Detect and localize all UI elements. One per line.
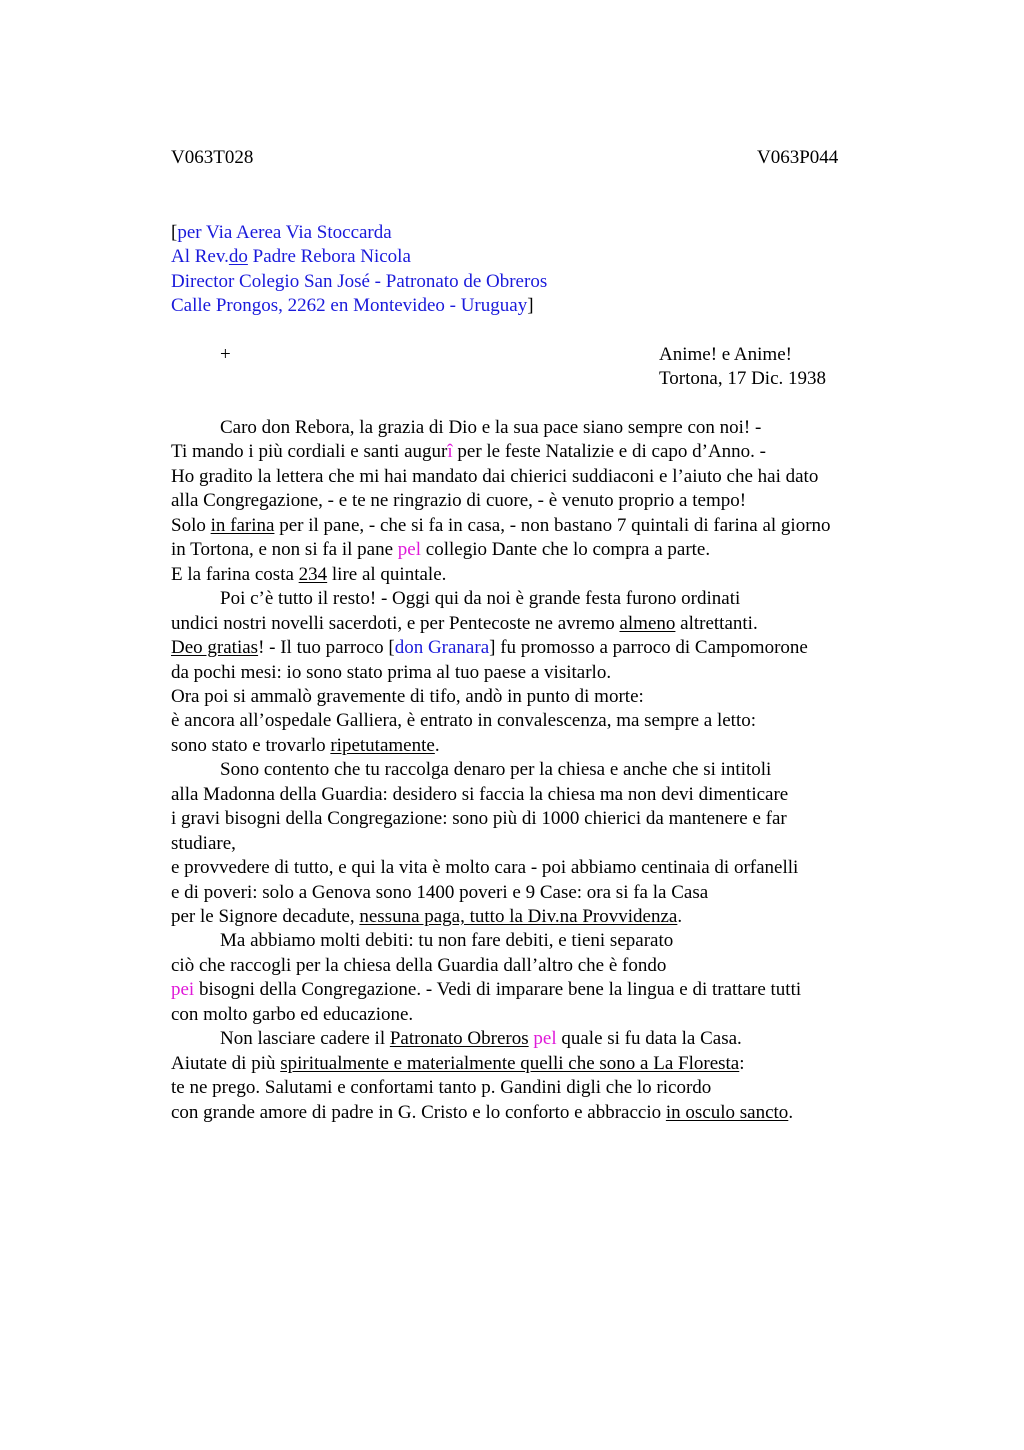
- body-line: [171, 563, 446, 587]
- text-span: lire al quintale.: [327, 564, 447, 585]
- body-line: e provvedere di tutto, e qui la vita è molto cara - poi abbiamo centinaia di orfanelli: [171, 857, 799, 878]
- text-span: sono stato e trovarlo: [171, 735, 331, 756]
- underlined-text: in osculo sancto: [665, 1102, 789, 1123]
- address-line-1: [171, 221, 392, 245]
- body-line: Poi c’è tutto il resto! - Oggi qui da noi è grande festa furono ordinati: [220, 588, 741, 609]
- underlined-text: almeno: [619, 613, 676, 634]
- body-line: alla Congregazione, - e te ne ringrazio di cuore, - è venuto proprio a tempo!: [171, 490, 747, 511]
- cross-mark: +: [220, 344, 231, 365]
- body-line: con molto garbo ed educazione.: [171, 1004, 414, 1025]
- body-line: [220, 1027, 742, 1051]
- text-span: .: [677, 906, 683, 927]
- body-line: studiare,: [171, 833, 236, 854]
- text-span: altrettanti.: [675, 613, 758, 634]
- text-span: in Tortona, e non si fa il pane: [171, 539, 398, 560]
- body-line: Caro don Rebora, la grazia di Dio e la sua pace siano sempre con noi! -: [220, 417, 762, 438]
- address-line-2: [171, 245, 411, 269]
- underlined-text: in farina: [210, 515, 275, 536]
- body-line: te ne prego. Salutami e confortami tanto p. Gandini digli che lo ricordo: [171, 1077, 712, 1098]
- address-airmail: per Via Aerea Via Stoccarda: [177, 222, 392, 243]
- body-line: e di poveri: solo a Genova sono 1400 poveri e 9 Case: ora si fa la Casa: [171, 882, 709, 903]
- document-code-left: V063T028: [171, 147, 254, 168]
- body-line: Ora poi si ammalò gravemente di tifo, andò in punto di morte:: [171, 686, 644, 707]
- underlined-text: ripetutamente: [330, 735, 435, 756]
- body-line: [171, 1052, 745, 1076]
- body-line: da pochi mesi: io sono stato prima al tuo paese a visitarlo.: [171, 662, 612, 683]
- motto: Anime! e Anime!: [659, 344, 792, 365]
- open-bracket: [: [171, 222, 178, 243]
- text-span: Non lasciare cadere il: [220, 1028, 390, 1049]
- address-name: Padre Rebora Nicola: [247, 246, 411, 267]
- text-span: bisogni della Congregazione. - Vedi di imparare bene la lingua e di trattare tutti: [194, 979, 802, 1000]
- body-line: [171, 636, 808, 660]
- text-span: ! - Il tuo parroco [: [258, 637, 395, 658]
- body-line: [171, 538, 710, 562]
- body-line: [171, 978, 801, 1002]
- body-line: [171, 734, 440, 758]
- body-line: Ho gradito la lettera che mi hai mandato dai chierici suddiaconi e l’aiuto che hai dato: [171, 466, 819, 487]
- text-span: Solo: [171, 515, 211, 536]
- text-span: quale si fu data la Casa.: [556, 1028, 742, 1049]
- variant-word: pei: [171, 979, 195, 1000]
- address-line-4: [171, 294, 534, 318]
- text-span: ] fu promosso a parroco di Campomorone: [489, 637, 808, 658]
- text-span: .: [788, 1102, 794, 1123]
- variant-word: pel: [533, 1028, 557, 1049]
- text-span: Aiutate di più: [171, 1053, 281, 1074]
- body-line: [171, 514, 831, 538]
- text-span: Ti mando i più cordiali e santi augur: [171, 441, 448, 462]
- text-span: E la farina costa: [171, 564, 299, 585]
- body-line: [171, 905, 682, 929]
- address-rev: Al Rev.: [171, 246, 229, 267]
- address-line-3: Director Colegio San José - Patronato de Obreros: [171, 271, 548, 292]
- editor-note: don Granara: [394, 637, 490, 658]
- variant-mark: î: [447, 441, 453, 462]
- text-span: collegio Dante che lo compra a parte.: [421, 539, 711, 560]
- address-street: Calle Prongos, 2262 en Montevideo - Uruguay: [171, 295, 528, 316]
- variant-word: pel: [397, 539, 422, 560]
- text-span: .: [434, 735, 440, 756]
- body-line: [171, 1101, 793, 1125]
- body-line: alla Madonna della Guardia: desidero si faccia la chiesa ma non devi dimenticare: [171, 784, 789, 805]
- underlined-text: nessuna paga, tutto la Div.na Provvidenza: [359, 906, 678, 927]
- text-span: per le feste Natalizie e di capo d’Anno. -: [452, 441, 767, 462]
- body-line: è ancora all’ospedale Galliera, è entrato in convalescenza, ma sempre a letto:: [171, 710, 757, 731]
- underlined-text: Patronato Obreros: [389, 1028, 529, 1049]
- body-line: i gravi bisogni della Congregazione: sono più di 1000 chierici da mantenere e far: [171, 808, 787, 829]
- text-span: con grande amore di padre in G. Cristo e lo conforto e abbraccio: [171, 1102, 666, 1123]
- body-line: [171, 440, 766, 464]
- address-rev-abbrev: do: [228, 246, 248, 267]
- body-line: [171, 612, 758, 636]
- text-span: per le Signore decadute,: [171, 906, 360, 927]
- body-line: Ma abbiamo molti debiti: tu non fare debiti, e tieni separato: [220, 930, 674, 951]
- body-line: Sono contento che tu raccolga denaro per la chiesa e anche che si intitoli: [220, 759, 772, 780]
- place-date: Tortona, 17 Dic. 1938: [659, 368, 827, 389]
- underlined-text: Deo gratias: [171, 637, 259, 658]
- text-span: per il pane, - che si fa in casa, - non bastano 7 quintali di farina al giorno: [274, 515, 831, 536]
- text-span: undici nostri novelli sacerdoti, e per Pentecoste ne avremo: [171, 613, 620, 634]
- close-bracket: ]: [527, 295, 534, 316]
- text-span: :: [739, 1053, 745, 1074]
- body-line: ciò che raccogli per la chiesa della Guardia dall’altro che è fondo: [171, 955, 667, 976]
- document-code-right: V063P044: [757, 147, 839, 168]
- underlined-text: 234: [298, 564, 328, 585]
- underlined-text: spiritualmente e materialmente quelli che sono a La Floresta: [280, 1053, 740, 1074]
